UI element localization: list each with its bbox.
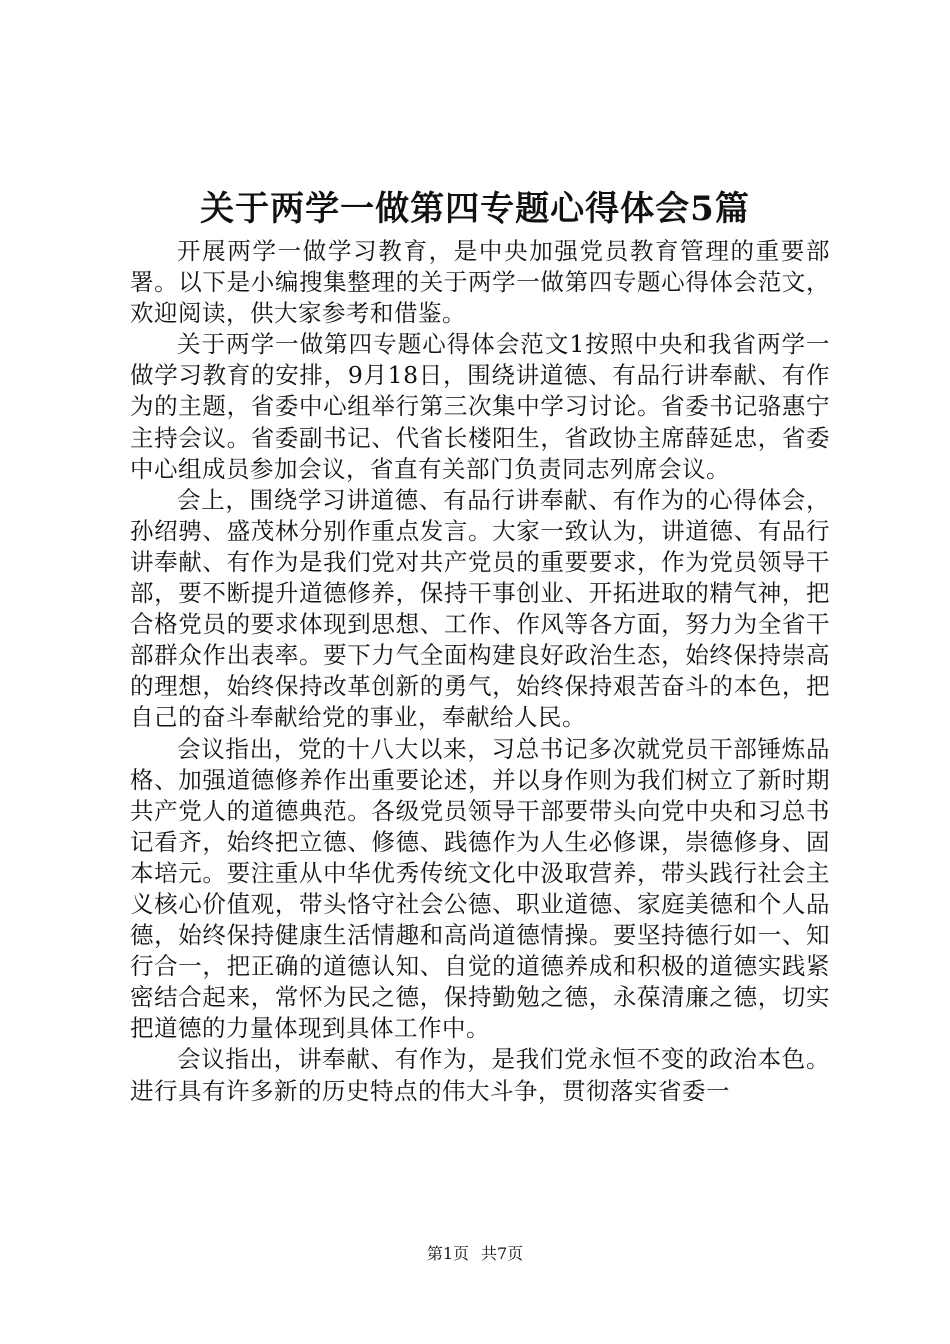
paragraph-morality: 会议指出，党的十八大以来，习总书记多次就党员干部锤炼品格、加强道德修养作出重要论述，并以身作则为我们树立了新时期共产党人的道德典范。各级党员领导干部要带头向党中央和习总书记看齐，始终把立德、修德、践德作为人生必修课，崇德修身、固本培元。要注重从中华优秀传统文化中汲取营养，带头践行社会主义核心价值观，带头恪守社会公德、职业道德、家庭美德和个人品德，始终保持健康生活情趣和高尚道德情操。要坚持德行如一、知行合一，把正确的道德认知、自觉的道德养成和积极的道德实践紧密结合起来，常怀为民之德，保持勤勉之德，永葆清廉之德，切实把道德的力量体现到具体工作中。 — [130, 734, 830, 1043]
paragraph-dedication: 会议指出，讲奉献、有作为，是我们党永恒不变的政治本色。进行具有许多新的历史特点的伟大斗争，贯彻落实省委一 — [130, 1045, 830, 1105]
paragraph-intro: 开展两学一做学习教育，是中央加强党员教育管理的重要部署。以下是小编搜集整理的关于两学一做第四专题心得体会范文，欢迎阅读，供大家参考和借鉴。 — [130, 237, 830, 328]
document-body — [130, 236, 830, 1107]
paragraph-meeting-remarks: 会上，围绕学习讲道德、有品行讲奉献、有作为的心得体会，孙绍骋、盛茂林分别作重点发言。大家一致认为，讲道德、有品行讲奉献、有作为是我们党对共产党员的重要要求，作为党员领导干部，要不断提升道德修养，保持干事创业、开拓进取的精气神，把合格党员的要求体现到思想、工作、作风等各方面，努力为全省干部群众作出表率。要下力气全面构建良好政治生态，始终保持崇高的理想，始终保持改革创新的勇气，始终保持艰苦奋斗的本色，把自己的奋斗奉献给党的事业，奉献给人民。 — [130, 485, 830, 732]
document-title: 关于两学一做第四专题心得体会5篇 — [200, 189, 750, 229]
paragraph-sample-1: 关于两学一做第四专题心得体会范文1按照中央和我省两学一做学习教育的安排，9月18日，围绕讲道德、有品行讲奉献、有作为的主题，省委中心组举行第三次集中学习讨论。省委书记骆惠宁主持会议。省委副书记、代省长楼阳生，省政协主席薛延忠，省委中心组成员参加会议，省直有关部门负责同志列席会议。 — [130, 330, 830, 483]
page-total: 共7页 — [481, 1244, 524, 1263]
page-number: 第1页 — [426, 1244, 469, 1263]
page-footer — [0, 1243, 950, 1265]
